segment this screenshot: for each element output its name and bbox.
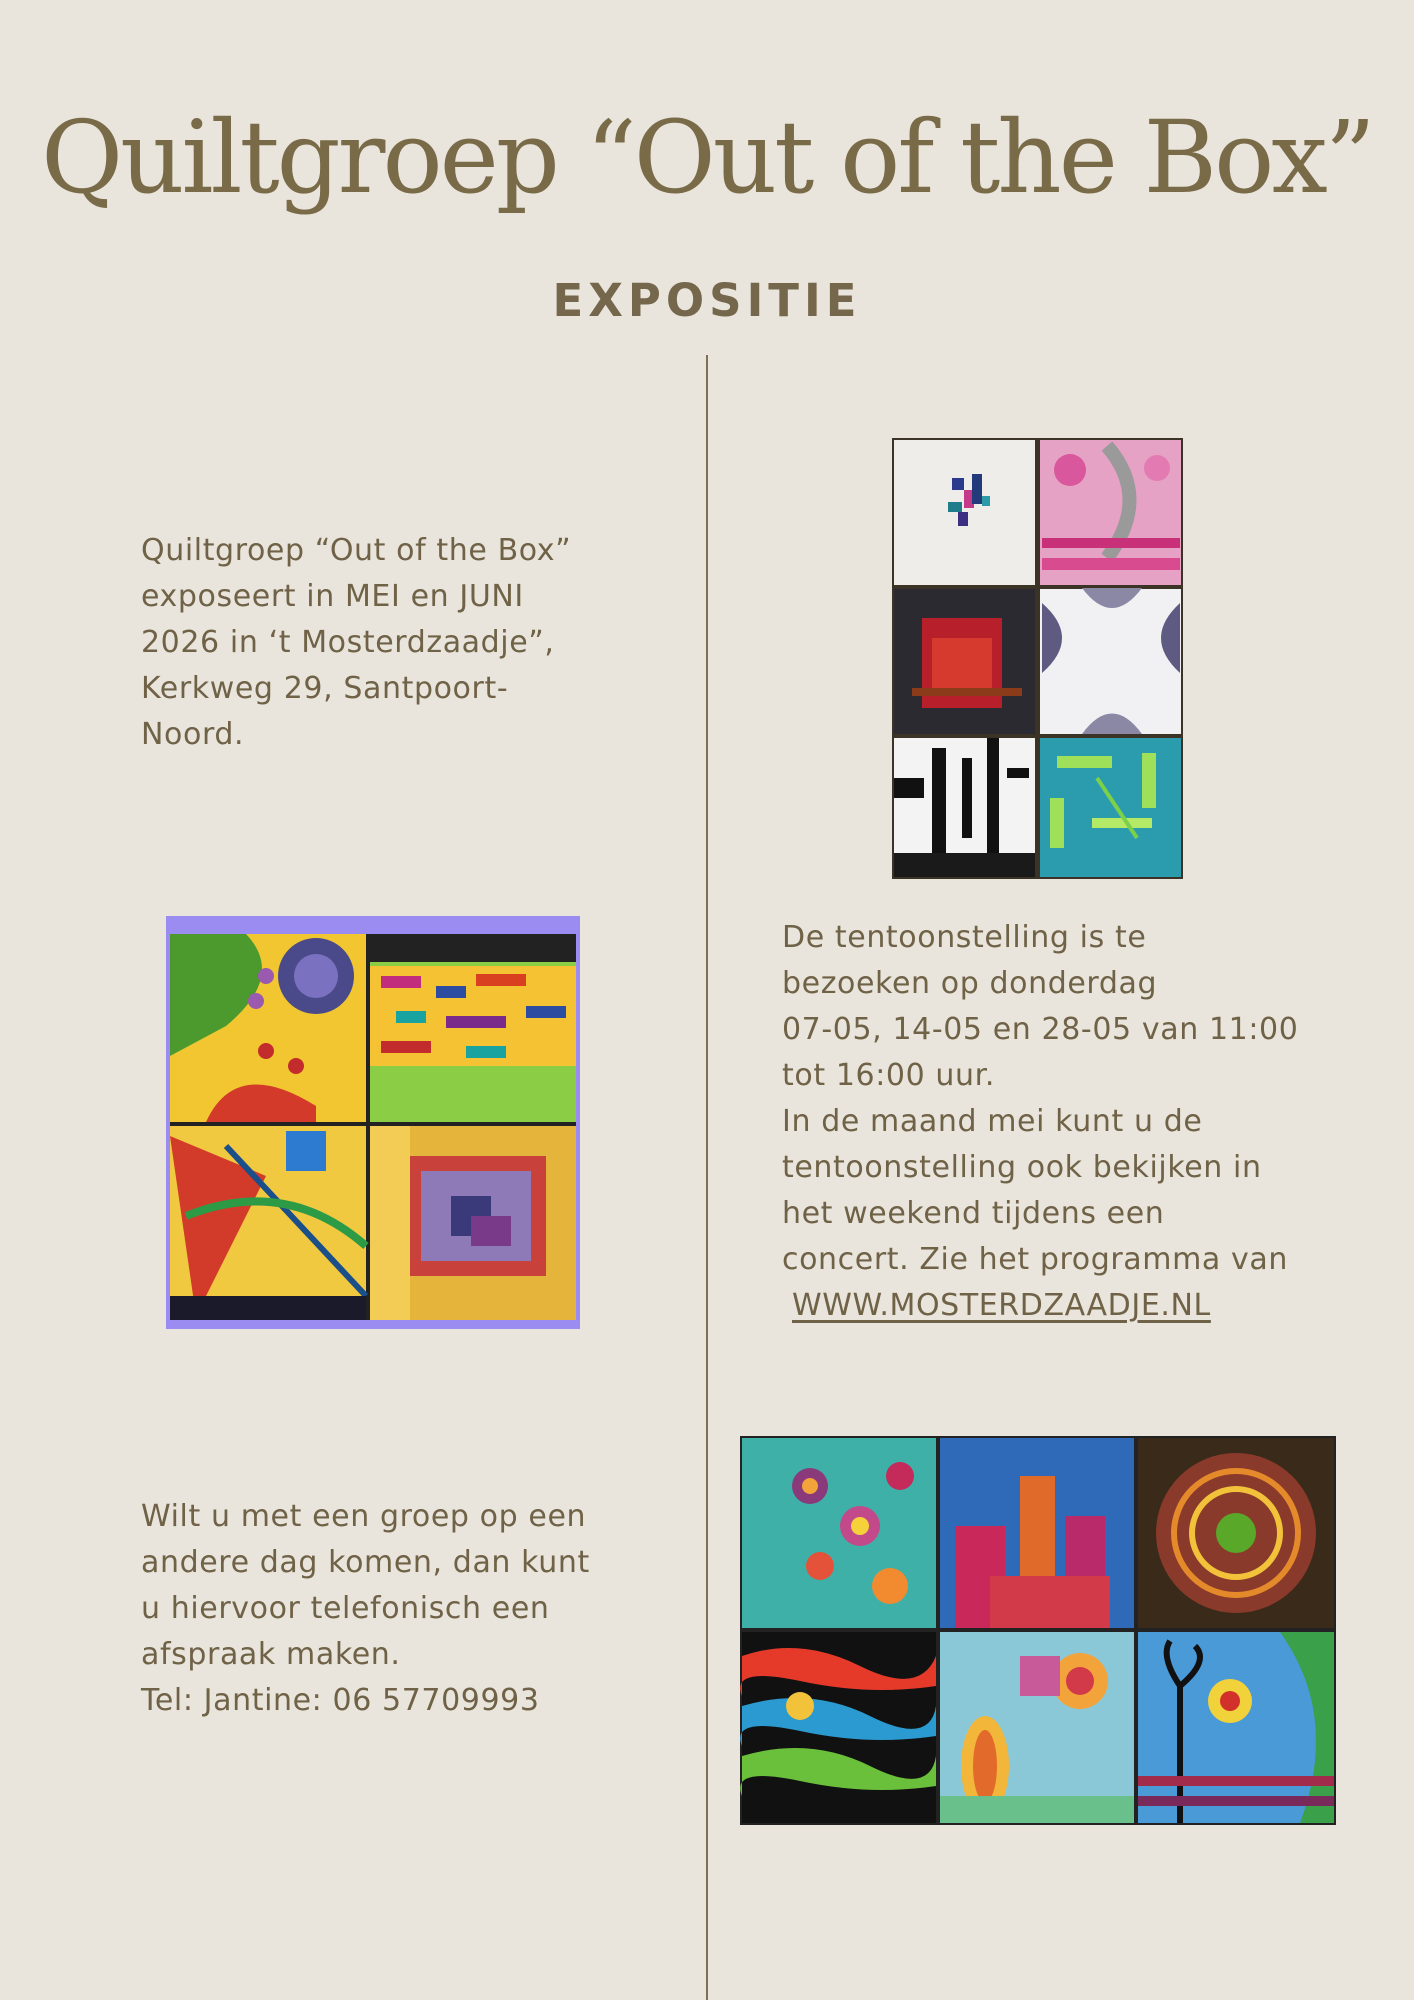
page-title: Quiltgroep “Out of the Box” <box>41 99 1373 216</box>
vertical-divider <box>706 355 708 2000</box>
visit-line: tentoonstelling ook bekijken in <box>782 1150 1262 1185</box>
visit-line: concert. Zie het programma van <box>782 1242 1288 1277</box>
intro-line: exposeert in MEI en JUNI <box>141 579 524 614</box>
page-subtitle: EXPOSITIE <box>552 274 862 327</box>
visit-line: tot 16:00 uur. <box>782 1058 995 1093</box>
group-phone-line: Tel: Jantine: 06 57709993 <box>141 1683 540 1718</box>
group-line: u hiervoor telefonisch een <box>141 1591 550 1626</box>
visit-info-text <box>782 915 1342 1329</box>
visit-link-line <box>782 1283 1342 1329</box>
quilt-photo-four-panel <box>166 916 580 1329</box>
group-line: andere dag komen, dan kunt <box>141 1545 590 1580</box>
visit-line: het weekend tijdens een <box>782 1196 1165 1231</box>
intro-line: Noord. <box>141 717 245 752</box>
group-line: Wilt u met een groep op een <box>141 1499 587 1534</box>
visit-line: bezoeken op donderdag <box>782 966 1158 1001</box>
quilt-photo-hundertwasser <box>740 1436 1336 1825</box>
visit-line: In de maand mei kunt u de <box>782 1104 1203 1139</box>
visit-line: 07-05, 14-05 en 28-05 van 11:00 <box>782 1012 1299 1047</box>
group-visit-text <box>141 1494 641 1724</box>
visit-line: De tentoonstelling is te <box>782 920 1147 955</box>
intro-line: Quiltgroep “Out of the Box” <box>141 533 572 568</box>
intro-line: Kerkweg 29, Santpoort- <box>141 671 509 706</box>
intro-line: 2026 in ‘t Mosterdzaadje”, <box>141 625 555 660</box>
group-line: afspraak maken. <box>141 1637 401 1672</box>
quilt-photo-grid <box>892 438 1183 879</box>
intro-text <box>141 528 611 758</box>
website-link[interactable]: WWW.MOSTERDZAADJE.NL <box>792 1288 1211 1323</box>
